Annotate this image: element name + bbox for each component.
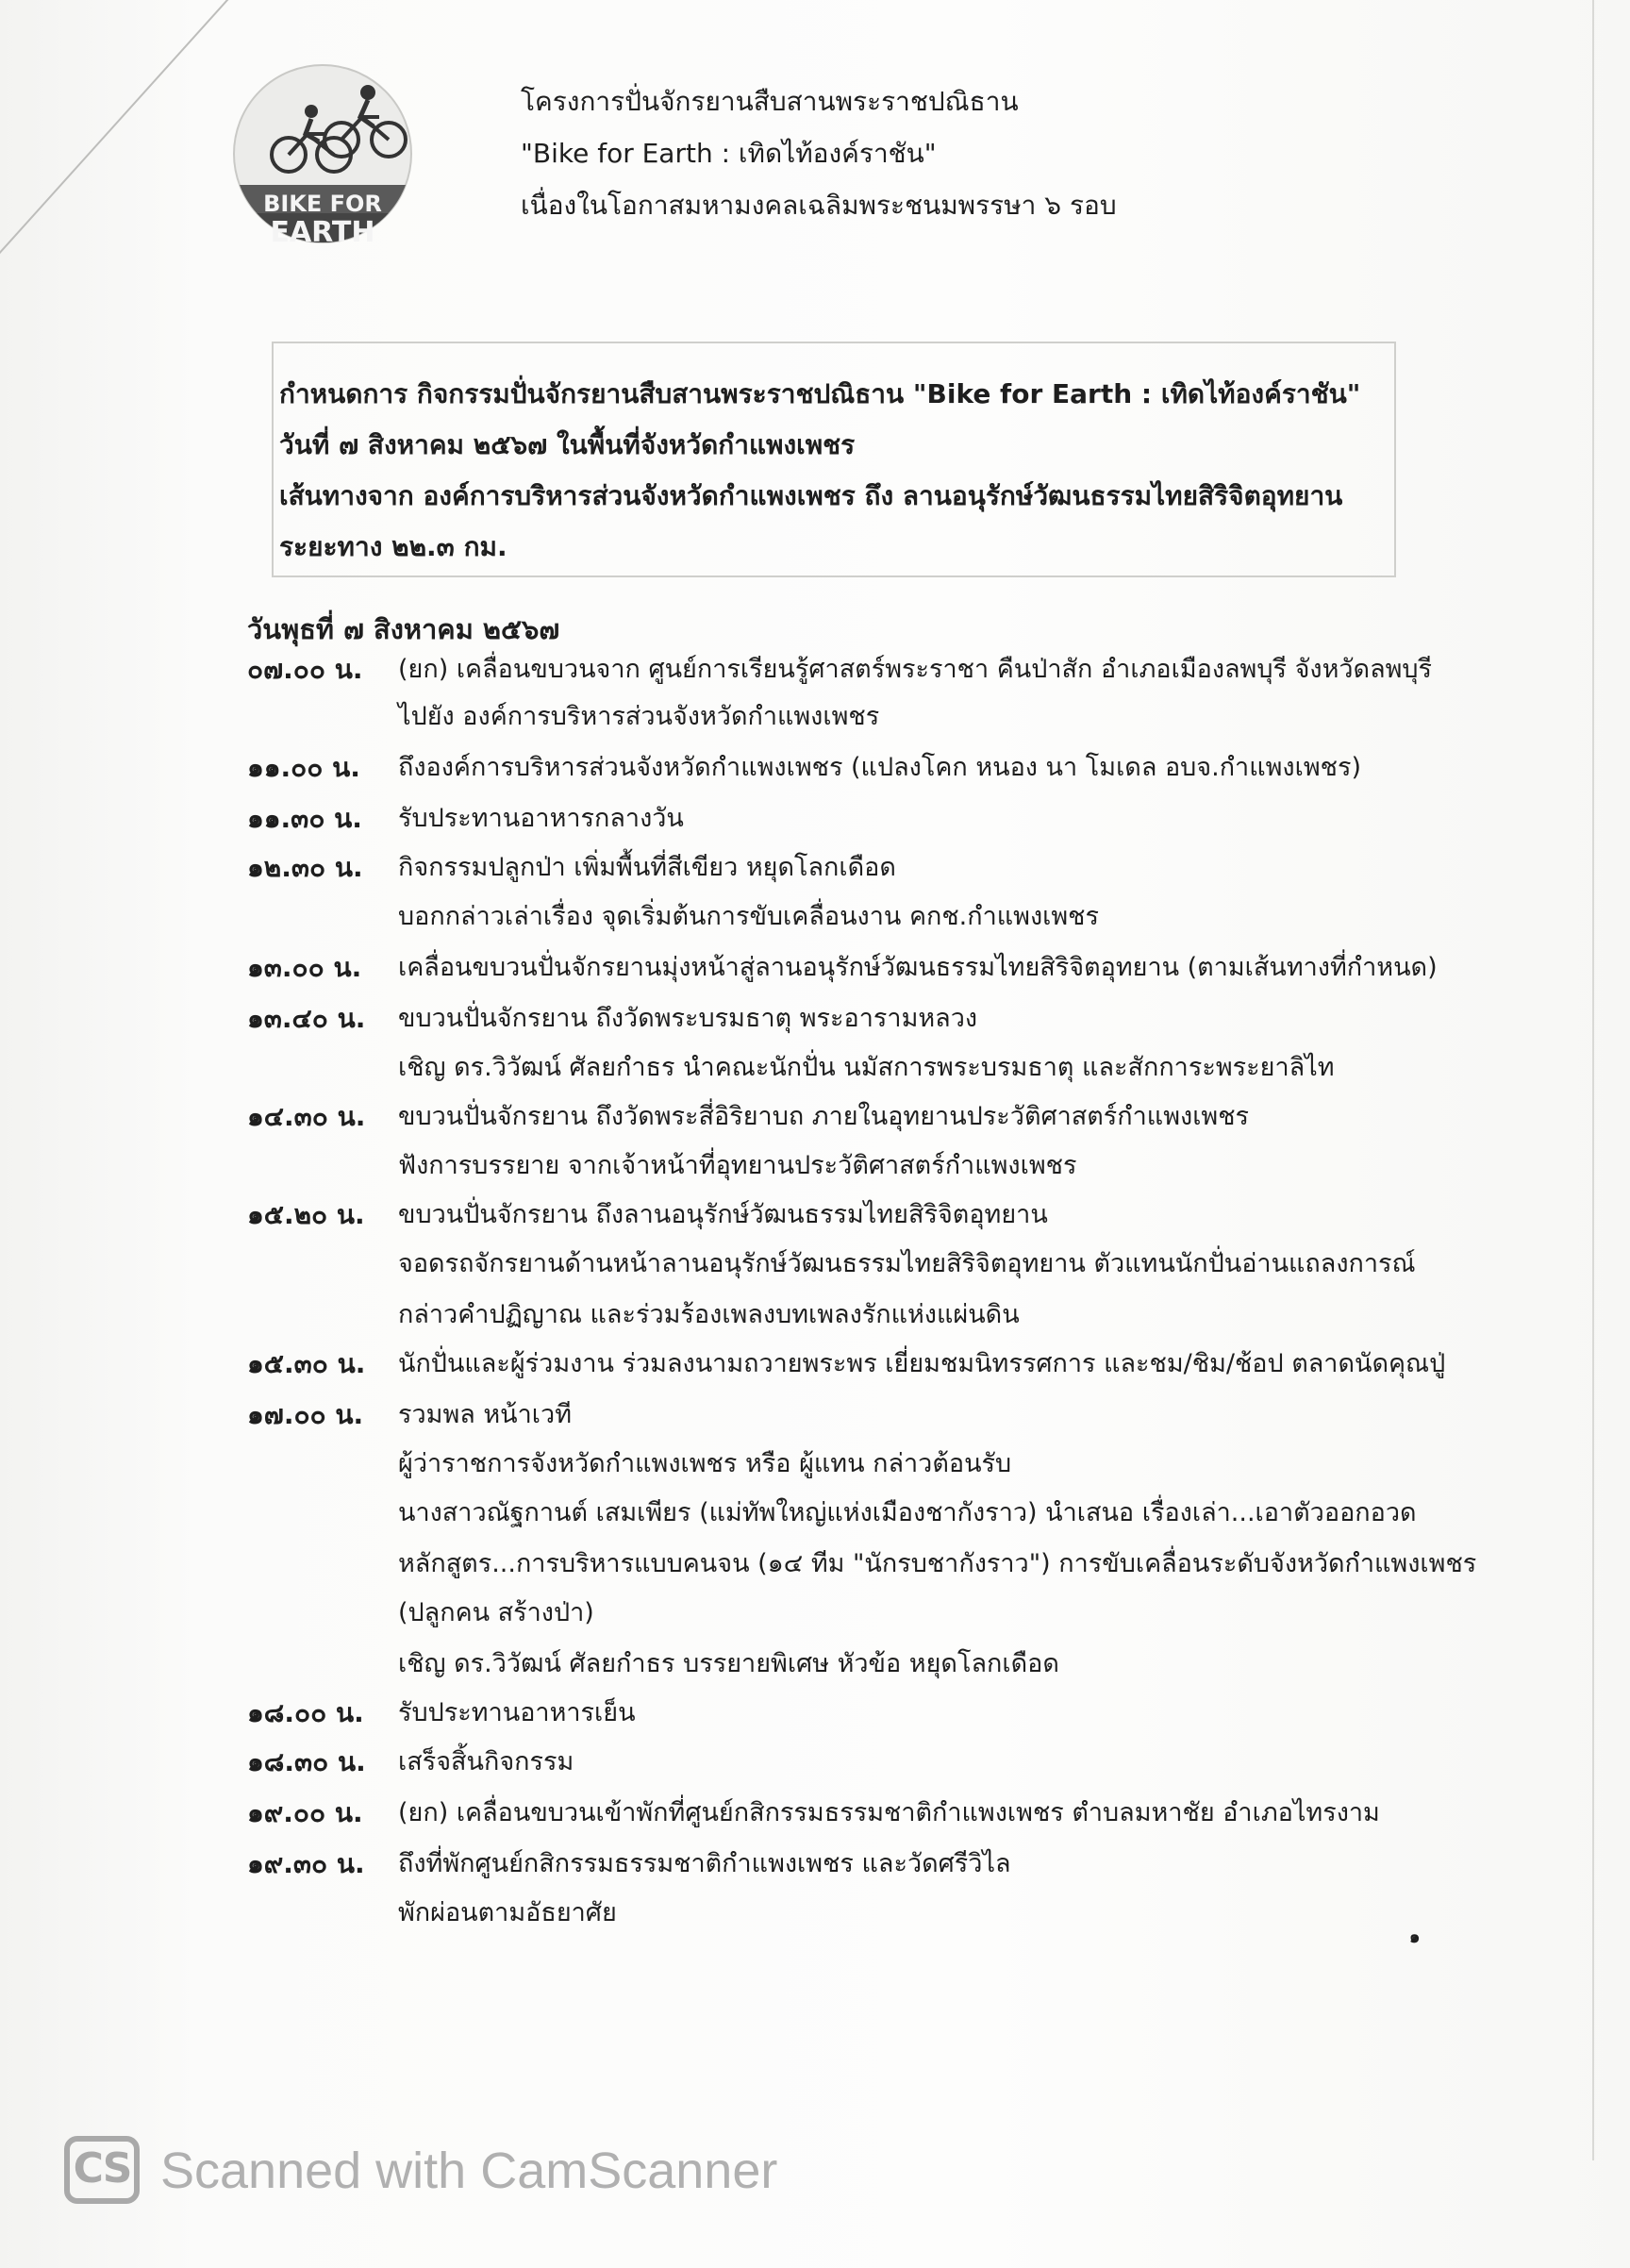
logo-text-top: BIKE FOR [263,191,382,217]
schedule-item-text: ผู้ว่าราชการจังหวัดกำแพงเพชร หรือ ผู้แทน กล่าวต้อนรับ [398,1449,1012,1478]
schedule-item-text: เชิญ ดร.วิวัฒน์ ศัลยกำธร นำคณะนักปั่น นมัสการพระบรมธาตุ และสักการะพระยาลิไท [398,1053,1335,1082]
schedule-item-text: นางสาวณัฐกานต์ เสมเพียร (แม่ทัพใหญ่แห่งเมืองชากังราว) นำเสนอ เรื่องเล่า...เอาตัวออกอวด [398,1498,1417,1527]
schedule-item-text: เคลื่อนขบวนปั่นจักรยานมุ่งหน้าสู่ลานอนุรักษ์วัฒนธรรมไทยสิริจิตอุทยาน (ตามเส้นทางที่กำหนด) [398,953,1438,982]
camscanner-logo: CS [64,2136,140,2204]
schedule-item-text: (ยก) เคลื่อนขบวนเข้าพักที่ศูนย์กสิกรรมธรรมชาติกำแพงเพชร ตำบลมหาชัย อำเภอไทรงาม [398,1798,1380,1827]
schedule-title-box [272,342,1396,577]
schedule-time: ๑๘.๐๐ น. [247,1697,364,1728]
schedule-item-text: รับประทานอาหารกลางวัน [398,804,684,833]
schedule-item-text: ขบวนปั่นจักรยาน ถึงวัดพระสี่อิริยาบถ ภายในอุทยานประวัติศาสตร์กำแพงเพชร [398,1102,1250,1131]
schedule-time: ๑๙.๐๐ น. [247,1797,363,1828]
bike-for-earth-logo [230,43,415,265]
schedule-time: ๑๘.๓๐ น. [247,1746,366,1777]
schedule-item-text: ถึงที่พักศูนย์กสิกรรมธรรมชาติกำแพงเพชร และวัดศรีวิไล [398,1849,1011,1878]
schedule-time: ๑๕.๓๐ น. [247,1348,366,1379]
schedule-item-text: ขบวนปั่นจักรยาน ถึงวัดพระบรมธาตุ พระอารามหลวง [398,1004,978,1033]
schedule-item-text: เชิญ ดร.วิวัฒน์ ศัลยกำธร บรรยายพิเศษ หัวข้อ หยุดโลกเดือด [398,1649,1059,1678]
schedule-item-text: รวมพล หน้าเวที [398,1400,572,1429]
schedule-time: ๑๓.๐๐ น. [247,952,362,983]
schedule-time: ๑๗.๐๐ น. [247,1399,364,1430]
header-line: โครงการปั่นจักรยานสืบสานพระราชปณิธาน [521,86,1019,117]
header-line: เนื่องในโอกาสมหามงคลเฉลิมพระชนมพรรษา ๖ รอบ [521,190,1117,221]
page-edge [1592,0,1594,2160]
schedule-item-text: พักผ่อนตามอัธยาศัย [398,1898,617,1927]
schedule-item-text: เสร็จสิ้นกิจกรรม [398,1747,574,1776]
schedule-time: ๑๕.๒๐ น. [247,1199,365,1230]
page-number: ๑ [1409,1927,1421,1947]
schedule-item-text: ไปยัง องค์การบริหารส่วนจังหวัดกำแพงเพชร [398,702,880,731]
box-line: วันที่ ๗ สิงหาคม ๒๕๖๗ ในพื้นที่จังหวัดกำแพงเพชร [279,429,856,460]
schedule-item-text: (ยก) เคลื่อนขบวนจาก ศูนย์การเรียนรู้ศาสตร์พระราชา คืนป่าสัก อำเภอเมืองลพบุรี จังหวัดลพบุรี [398,655,1433,684]
box-line: ระยะทาง ๒๒.๓ กม. [279,531,507,562]
schedule-item-text: ขบวนปั่นจักรยาน ถึงลานอนุรักษ์วัฒนธรรมไทยสิริจิตอุทยาน [398,1200,1048,1229]
schedule-item-text: นักปั่นและผู้ร่วมงาน ร่วมลงนามถวายพระพร เยี่ยมชมนิทรรศการ และชม/ชิม/ช้อป ตลาดนัดคุณปู่ [398,1349,1446,1378]
schedule-item-text: ถึงองค์การบริหารส่วนจังหวัดกำแพงเพชร (แปลงโคก หนอง นา โมเดล อบจ.กำแพงเพชร) [398,753,1361,782]
schedule-time: ๑๑.๐๐ น. [247,752,360,783]
project-header [521,75,1117,231]
schedule-time: ๑๙.๓๐ น. [247,1848,365,1879]
schedule-item-text: หลักสูตร...การบริหารแบบคนจน (๑๔ ทีม "นักรบชากังราว") การขับเคลื่อนระดับจังหวัดกำแพงเพชร [398,1549,1477,1578]
box-line: กำหนดการ กิจกรรมปั่นจักรยานสืบสานพระราชปณิธาน "Bike for Earth : เทิดไท้องค์ราชัน" [279,378,1361,409]
schedule-item-text: บอกกล่าวเล่าเรื่อง จุดเริ่มต้นการขับเคลื่อนงาน คกช.กำแพงเพชร [398,902,1100,931]
schedule-item-text: จอดรถจักรยานด้านหน้าลานอนุรักษ์วัฒนธรรมไทยสิริจิตอุทยาน ตัวแทนนักปั่นอ่านแถลงการณ์ [398,1249,1416,1278]
scanner-watermark: Scanned with CamScanner [160,2143,778,2199]
schedule-time: ๑๒.๓๐ น. [247,852,363,883]
schedule-item-text: ฟังการบรรยาย จากเจ้าหน้าที่อุทยานประวัติศาสตร์กำแพงเพชร [398,1151,1077,1180]
schedule-item-text: กิจกรรมปลูกป่า เพิ่มพื้นที่สีเขียว หยุดโลกเดือด [398,853,896,882]
schedule-item-text: กล่าวคำปฏิญาณ และร่วมร้องเพลงบทเพลงรักแห่งแผ่นดิน [398,1300,1020,1329]
logo-text-bottom: EARTH [270,216,375,249]
schedule-time: ๐๗.๐๐ น. [247,654,363,685]
schedule-item-text: (ปลูกคน สร้างป่า) [398,1598,594,1627]
header-line: "Bike for Earth : เทิดไท้องค์ราชัน" [521,138,937,169]
schedule-time: ๑๑.๓๐ น. [247,803,362,834]
schedule-time: ๑๓.๔๐ น. [247,1003,366,1034]
day-heading: วันพุธที่ ๗ สิงหาคม ๒๕๖๗ [247,613,560,645]
schedule-time: ๑๔.๓๐ น. [247,1101,366,1132]
fold-line [0,0,243,285]
schedule-item-text: รับประทานอาหารเย็น [398,1698,636,1727]
box-line: เส้นทางจาก องค์การบริหารส่วนจังหวัดกำแพงเพชร ถึง ลานอนุรักษ์วัฒนธรรมไทยสิริจิตอุทยาน [279,480,1343,511]
